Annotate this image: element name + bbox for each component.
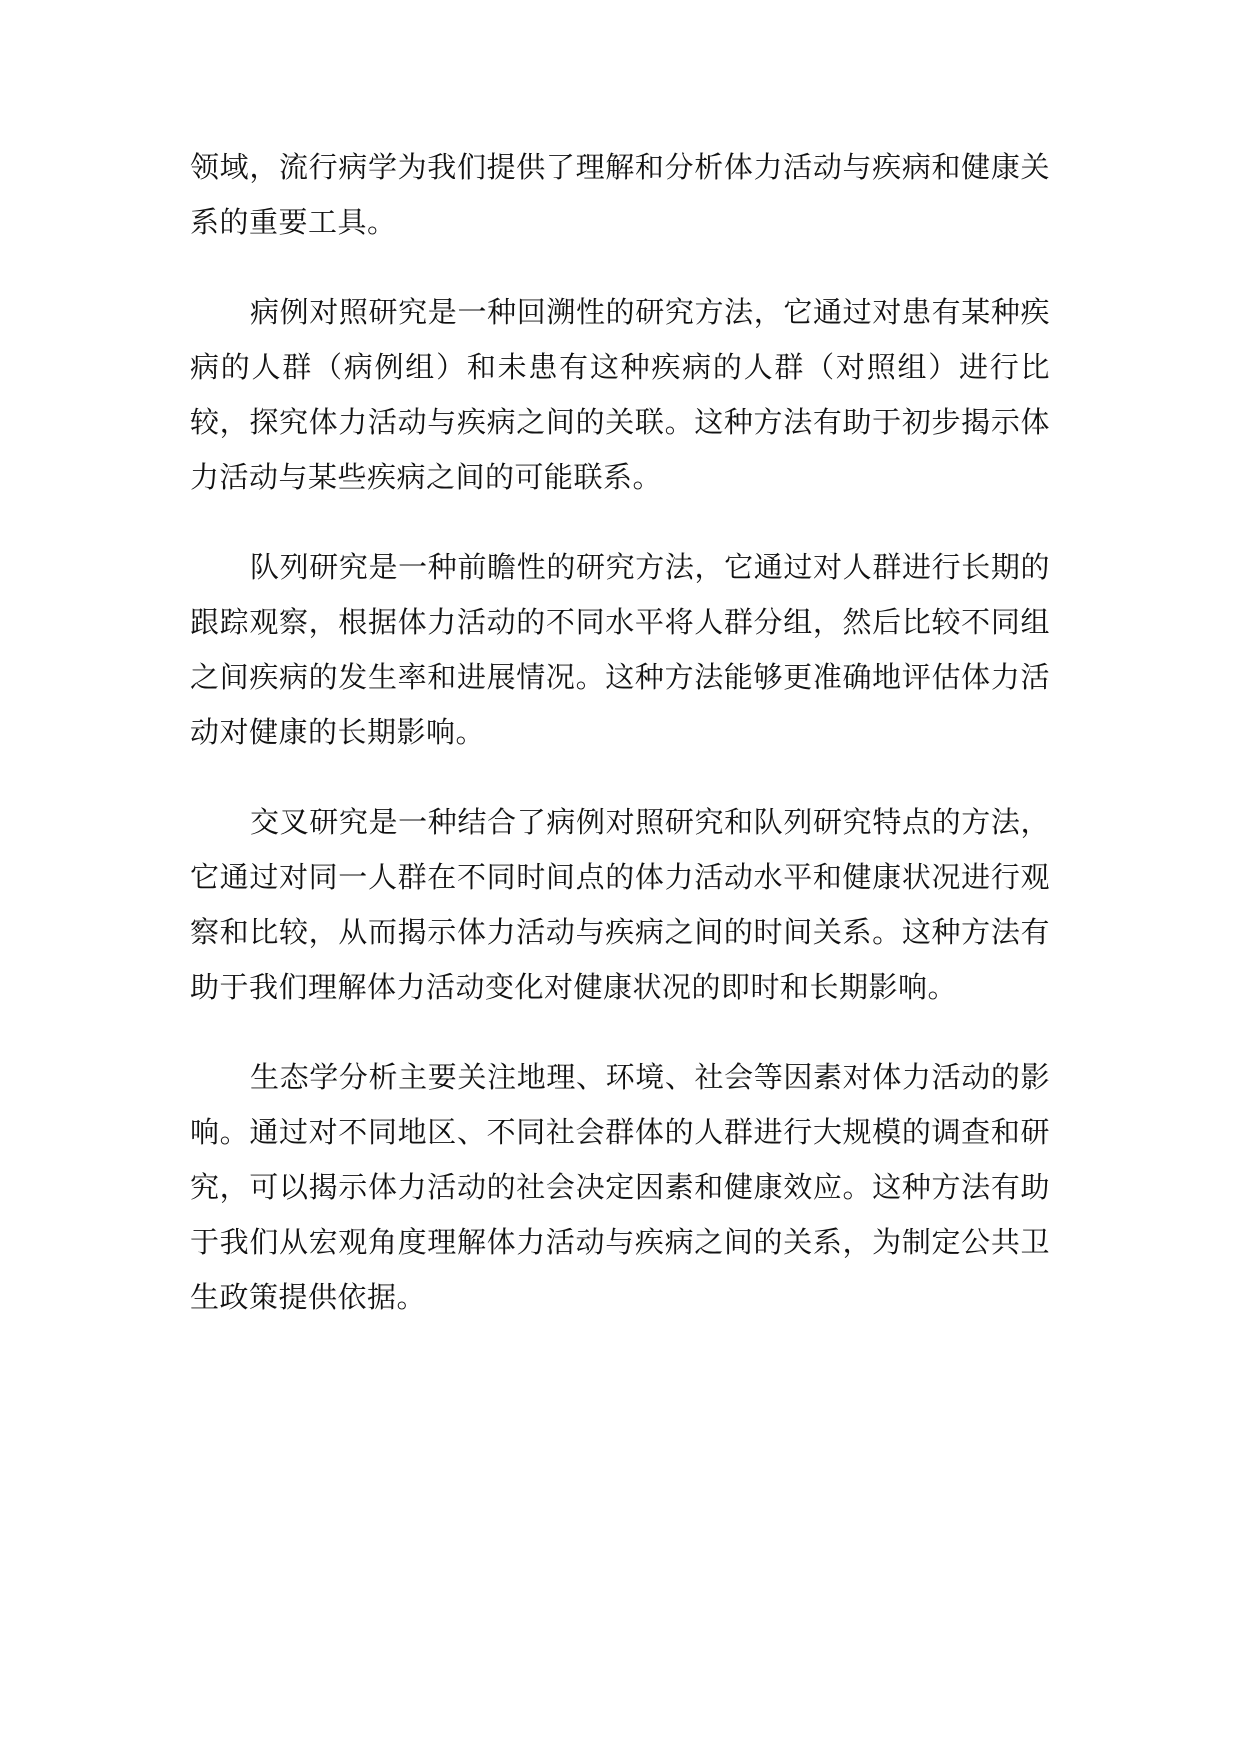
paragraph-intro-continued: 领域，流行病学为我们提供了理解和分析体力活动与疾病和健康关系的重要工具。 [190,150,1050,239]
paragraph-case-control: 病例对照研究是一种回溯性的研究方法，它通过对患有某种疾病的人群（病例组）和未患有这种疾病的人群（对照组）进行比较，探究体力活动与疾病之间的关联。这种方法有助于初步揭示体力活动与某些疾病之间的可能联系。 [190,295,1050,494]
document-body [190,140,1050,1360]
paragraph-cross-over: 交叉研究是一种结合了病例对照研究和队列研究特点的方法，它通过对同一人群在不同时间点的体力活动水平和健康状况进行观察和比较，从而揭示体力活动与疾病之间的时间关系。这种方法有助于我们理解体力活动变化对健康状况的即时和长期影响。 [190,805,1050,1004]
paragraph-ecological: 生态学分析主要关注地理、环境、社会等因素对体力活动的影响。通过对不同地区、不同社会群体的人群进行大规模的调查和研究，可以揭示体力活动的社会决定因素和健康效应。这种方法有助于我们从宏观角度理解体力活动与疾病之间的关系，为制定公共卫生政策提供依据。 [190,1060,1050,1314]
paragraph-cohort: 队列研究是一种前瞻性的研究方法，它通过对人群进行长期的跟踪观察，根据体力活动的不同水平将人群分组，然后比较不同组之间疾病的发生率和进展情况。这种方法能够更准确地评估体力活动对健康的长期影响。 [190,550,1050,749]
